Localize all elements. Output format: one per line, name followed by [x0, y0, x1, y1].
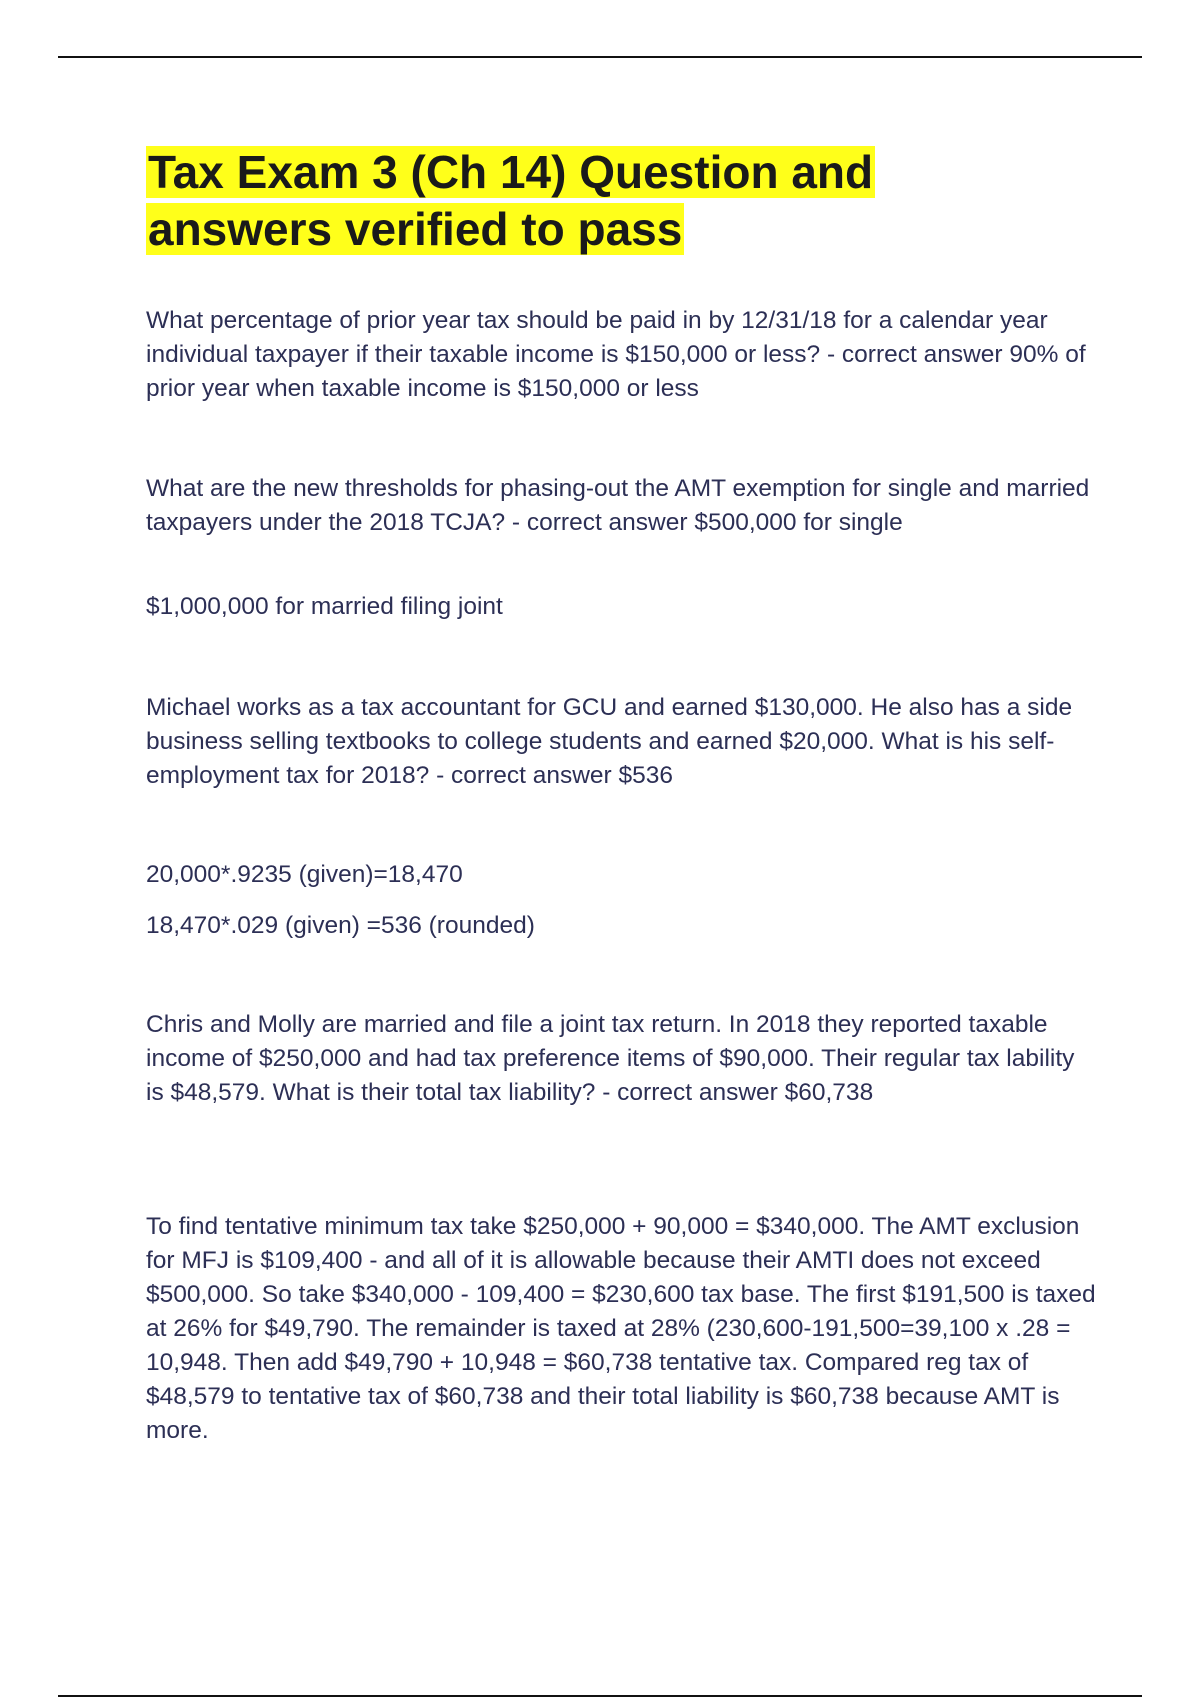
top-rule [58, 56, 1142, 58]
question-1: What percentage of prior year tax should be paid in by 12/31/18 for a calendar year individual taxpayer if their taxable income is $150,000 or less? - correct answer 90% of prior year when taxable income is $150,000 or less [146, 307, 1086, 402]
calc-line-2: 18,470*.029 (given) =536 (rounded) [146, 912, 535, 939]
bottom-rule [58, 1695, 1142, 1697]
title-line-2: answers verified to pass [148, 203, 683, 255]
question-2: What are the new thresholds for phasing-out the AMT exemption for single and married taxpayers under the 2018 TCJA? - correct answer $500,000 for single [146, 475, 1090, 536]
question-3: Michael works as a tax accountant for GCU and earned $130,000. He also has a side business selling textbooks to college students and earned $20,000. What is his self-employment tax for 2018? - correct answer $536 [146, 694, 1073, 789]
document-title [146, 144, 1046, 258]
answer-2-detail: $1,000,000 for married filing joint [146, 593, 503, 620]
calc-line-1: 20,000*.9235 (given)=18,470 [146, 861, 463, 888]
title-line-1: Tax Exam 3 (Ch 14) Question and [148, 146, 874, 198]
explanation-4: To find tentative minimum tax take $250,000 + 90,000 = $340,000. The AMT exclusion for MFJ is $109,400 - and all of it is allowable because their AMTI does not exceed $500,000. So take $340,000 - 109,400 = $230,600 tax base. The first $191,500 is taxed at 26% for $49,790. The remainder is taxed at 28% (230,600-191,500=39,100 x .28 = 10,948. Then add $49,790 + 10,948 = $60,738 tentative tax. Compared reg tax of $48,579 to tentative tax of $60,738 and their total liability is $60,738 because AMT is more. [146, 1213, 1096, 1444]
title-heading [146, 144, 1046, 258]
question-4: Chris and Molly are married and file a joint tax return. In 2018 they reported taxable income of $250,000 and had tax preference items of $90,000. Their regular tax lability is $48,579. What is their total tax liability? - correct answer $60,738 [146, 1011, 1075, 1106]
